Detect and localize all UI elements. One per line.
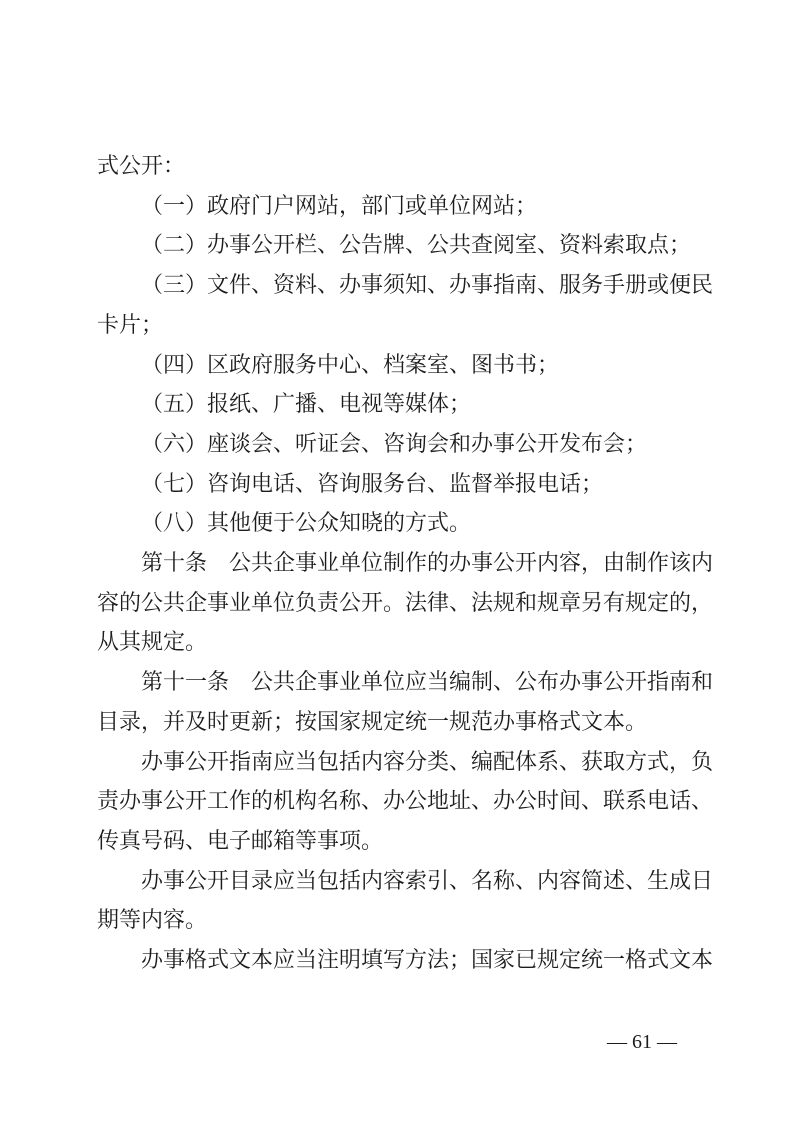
format-text-paragraph: 办事格式文本应当注明填写方法；国家已规定统一格式文本 (141, 947, 714, 973)
article-11-paragraph: 第十一条 公共企事业单位应当编制、公布办事公开指南和目录，并及时更新；按国家规定统一规范办事格式文本。 (97, 669, 714, 734)
numbered-item-5: （五）报纸、广播、电视等媒体； (141, 391, 472, 417)
continuation-line: 式公开： (97, 153, 186, 178)
numbered-item-8: （八）其他便于公众知晓的方式。 (141, 510, 472, 536)
numbered-item-1: （一）政府门户网站，部门或单位网站； (141, 192, 538, 218)
guide-contents-paragraph: 办事公开指南应当包括内容分类、编配体系、获取方式，负责办事公开工作的机构名称、办公地址、办公时间、联系电话、传真号码、电子邮箱等事项。 (97, 748, 714, 853)
article-10-paragraph: 第十条 公共企事业单位制作的办事公开内容，由制作该内容的公共企事业单位负责公开。法律、法规和规章另有规定的，从其规定。 (97, 550, 714, 655)
numbered-item-6: （六）座谈会、听证会、咨询会和办事公开发布会； (141, 430, 648, 456)
document-body (97, 146, 714, 980)
page-number: — 61 — (607, 1031, 677, 1053)
numbered-item-2: （二）办事公开栏、公告牌、公共查阅室、资料索取点； (141, 232, 692, 258)
numbered-item-7: （七）咨询电话、咨询服务台、监督举报电话； (141, 470, 604, 496)
numbered-item-3: （三）文件、资料、办事须知、办事指南、服务手册或便民卡片； (97, 272, 714, 337)
numbered-item-4: （四）区政府服务中心、档案室、图书书； (141, 351, 560, 377)
catalog-contents-paragraph: 办事公开目录应当包括内容索引、名称、内容简述、生成日期等内容。 (97, 867, 714, 933)
